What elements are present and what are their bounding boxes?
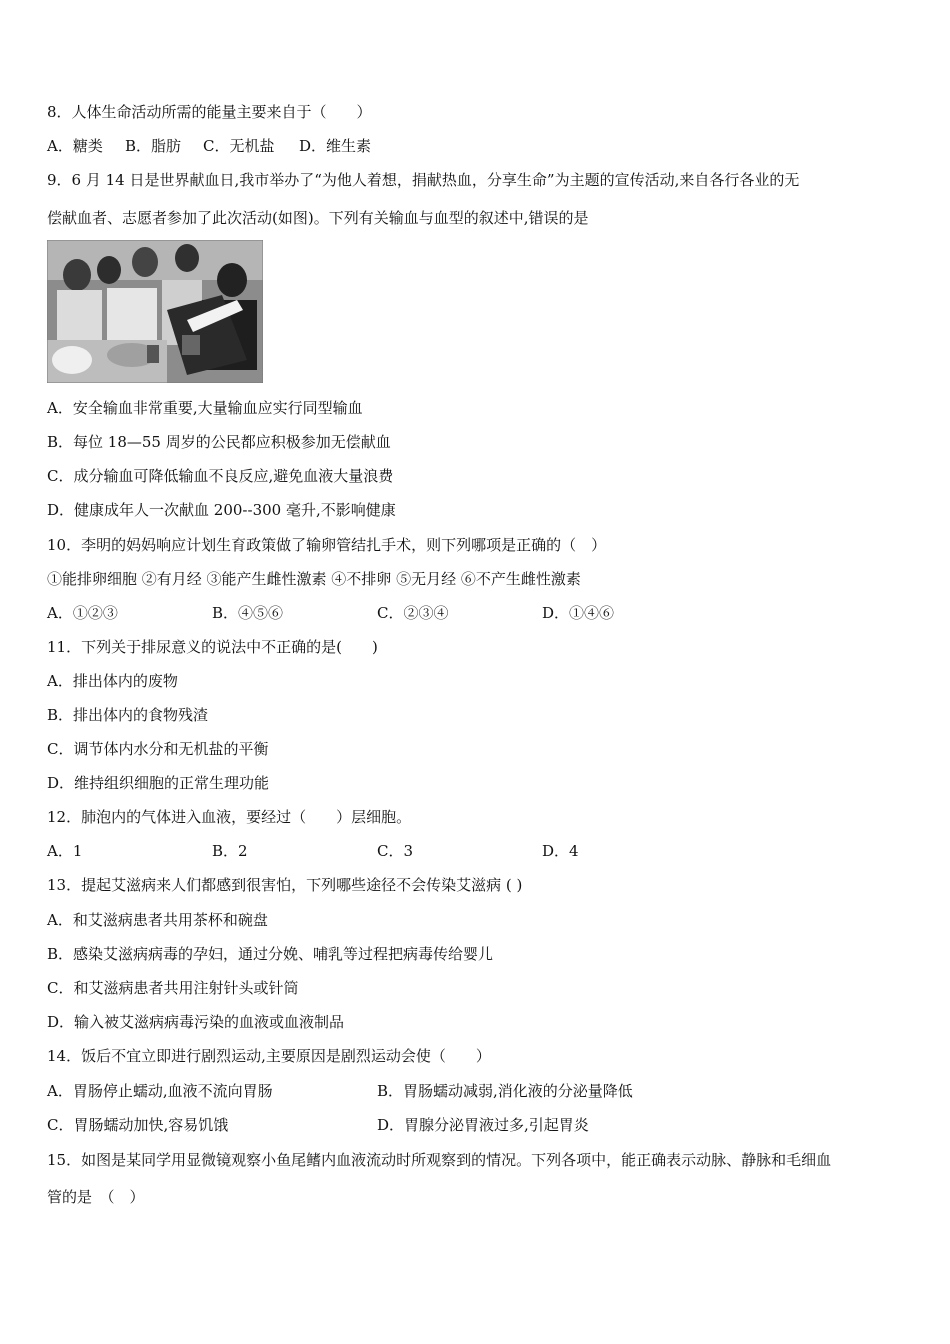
- q9-stem-line1: 9．6 月 14 日是世界献血日,我市举办了“为他人着想，捐献热血，分享生命”为主题的宣传活动,来自各行各业的无: [47, 171, 800, 189]
- q15-stem-line1: 15．如图是某同学用显微镜观察小鱼尾鳍内血液流动时所观察到的情况。下列各项中，能正确表示动脉、静脉和毛细血: [47, 1151, 832, 1169]
- q10-stem: 10．李明的妈妈响应计划生育政策做了输卵管结扎手术，则下列哪项是正确的（ ）: [47, 536, 607, 554]
- q9-option-c: C．成分输血可降低输血不良反应,避免血液大量浪费: [47, 467, 394, 485]
- q14-stem: 14．饭后不宜立即进行剧烈运动,主要原因是剧烈运动会使（ ）: [47, 1047, 491, 1065]
- q9-option-d: D．健康成年人一次献血 200--300 毫升,不影响健康: [47, 501, 396, 519]
- q12-stem: 12．肺泡内的气体进入血液，要经过（ ）层细胞。: [47, 808, 412, 826]
- q13-option-d: D．输入被艾滋病病毒污染的血液或血液制品: [47, 1013, 345, 1031]
- q13-option-b: B．感染艾滋病病毒的孕妇，通过分娩、哺乳等过程把病毒传给婴儿: [47, 945, 494, 963]
- q9-stem-line2: 偿献血者、志愿者参加了此次活动(如图)。下列有关输血与血型的叙述中,错误的是: [47, 209, 589, 227]
- q12-option-c: C．3: [377, 842, 414, 860]
- q8-option-d: D．维生素: [299, 137, 372, 155]
- q8-option-a: A．糖类: [47, 137, 103, 155]
- q9-option-b: B．每位 18—55 周岁的公民都应积极参加无偿献血: [47, 433, 391, 451]
- q13-stem: 13．提起艾滋病来人们都感到很害怕，下列哪些途径不会传染艾滋病 ( ): [47, 876, 523, 894]
- q13-option-a: A．和艾滋病患者共用茶杯和碗盘: [47, 911, 268, 929]
- q10-items: ①能排卵细胞 ②有月经 ③能产生雌性激素 ④不排卵 ⑤无月经 ⑥不产生雌性激素: [47, 570, 581, 588]
- q11-option-c: C．调节体内水分和无机盐的平衡: [47, 740, 269, 758]
- q10-option-c: C．②③④: [377, 604, 449, 622]
- blood-donation-photo: [47, 240, 263, 383]
- q15-stem-line2: 管的是 （ ）: [47, 1188, 145, 1206]
- q8-option-b: B．脂肪: [125, 137, 182, 155]
- q13-option-c: C．和艾滋病患者共用注射针头或针筒: [47, 979, 299, 997]
- q14-option-c: C．胃肠蠕动加快,容易饥饿: [47, 1116, 229, 1134]
- q12-option-a: A．1: [47, 842, 83, 860]
- q8-option-c: C．无机盐: [203, 137, 275, 155]
- q10-option-d: D．①④⑥: [542, 604, 615, 622]
- q12-option-b: B．2: [212, 842, 248, 860]
- q10-option-a: A．①②③: [47, 604, 118, 622]
- q12-option-d: D．4: [542, 842, 579, 860]
- q8-stem: 8．人体生命活动所需的能量主要来自于（ ）: [47, 103, 372, 121]
- q11-option-a: A．排出体内的废物: [47, 672, 178, 690]
- q14-option-b: B．胃肠蠕动减弱,消化液的分泌量降低: [377, 1082, 633, 1100]
- q10-option-b: B．④⑤⑥: [212, 604, 284, 622]
- q14-option-d: D．胃腺分泌胃液过多,引起胃炎: [377, 1116, 589, 1134]
- q11-stem: 11．下列关于排尿意义的说法中不正确的是( ): [47, 638, 378, 656]
- q14-option-a: A．胃肠停止蠕动,血液不流向胃肠: [47, 1082, 273, 1100]
- q11-option-b: B．排出体内的食物残渣: [47, 706, 209, 724]
- q9-option-a: A．安全输血非常重要,大量输血应实行同型输血: [47, 399, 363, 417]
- q11-option-d: D．维持组织细胞的正常生理功能: [47, 774, 270, 792]
